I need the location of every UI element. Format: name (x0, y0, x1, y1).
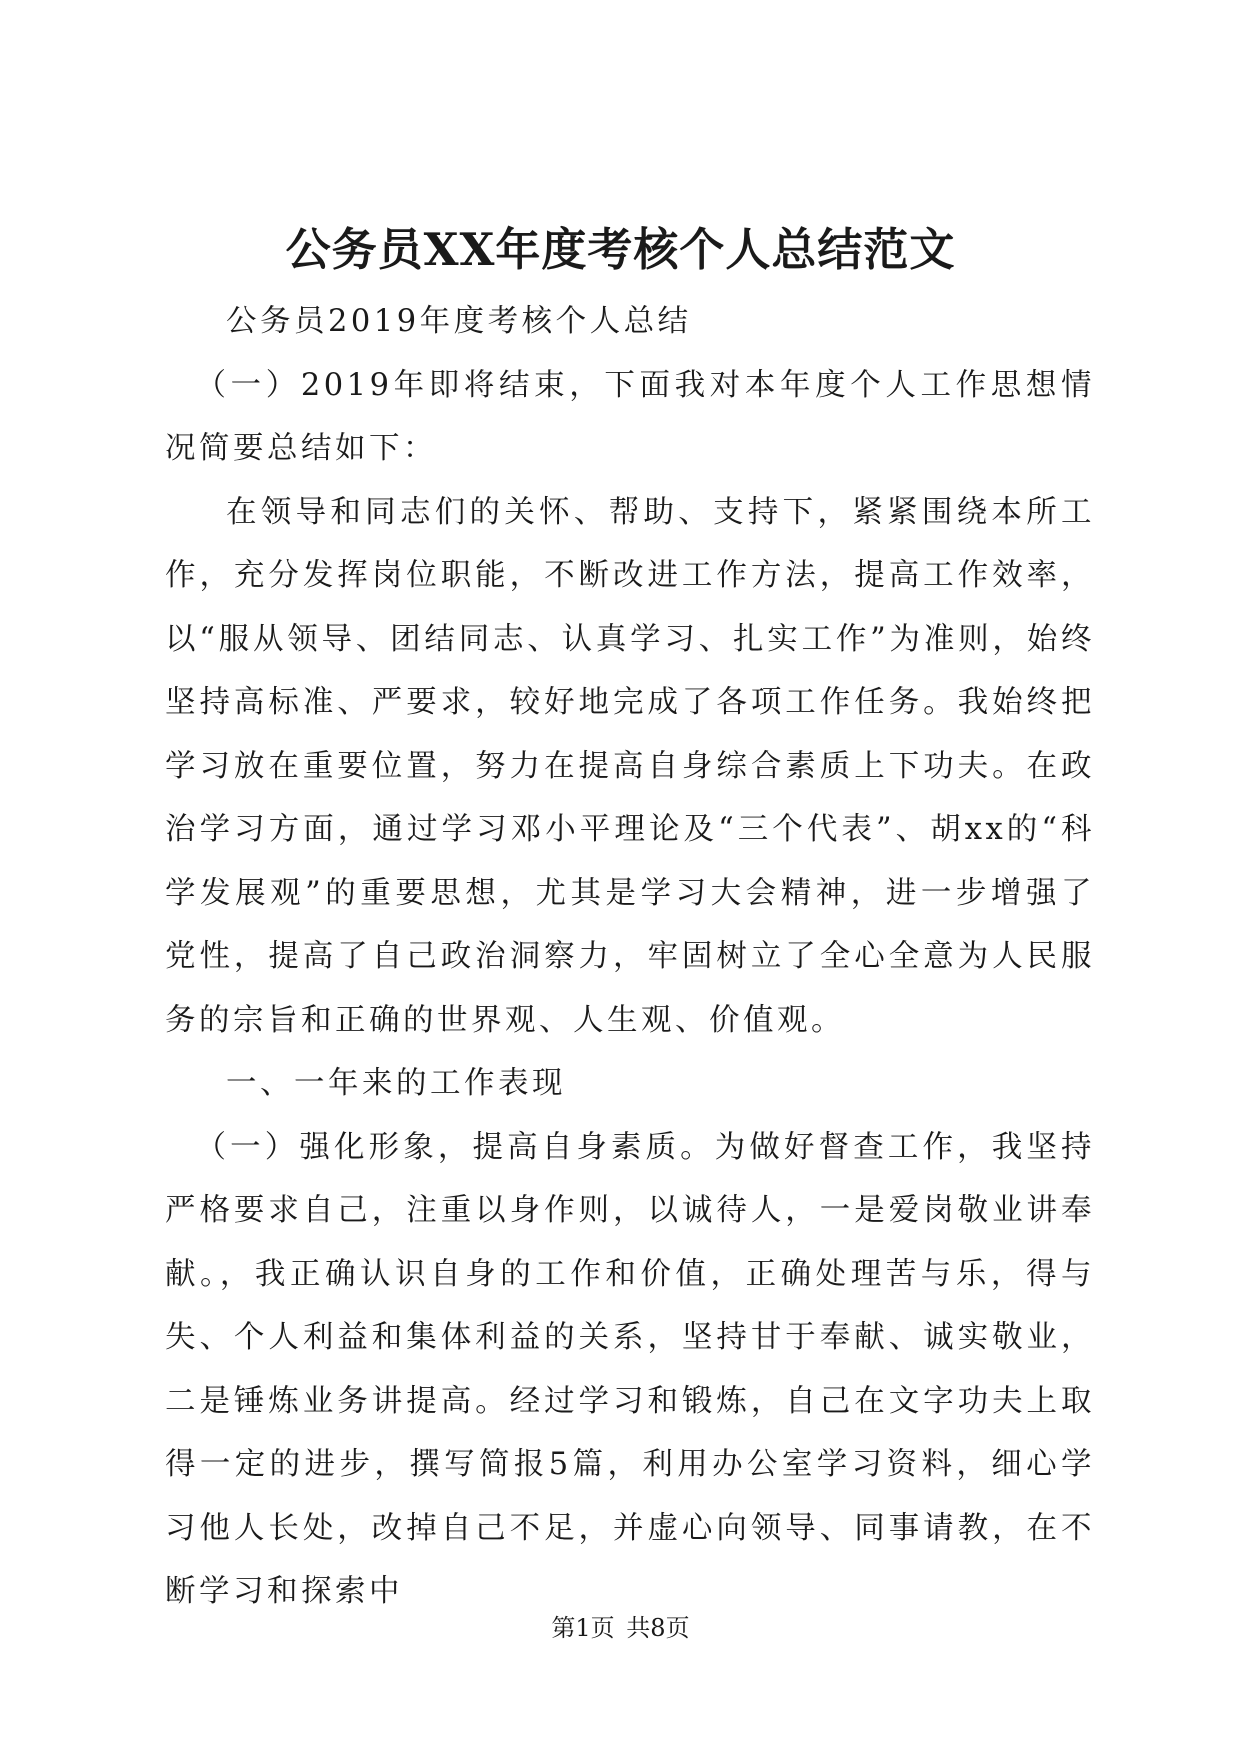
section-heading: 一、一年来的工作表现 (226, 1066, 566, 1101)
document-body (165, 290, 1095, 1624)
document-title: 公务员XX年度考核个人总结范文 (285, 223, 956, 276)
body-paragraph: （一）强化形象，提高自身素质。为做好督查工作，我坚持严格要求自己，注重以身作则，以诚待人，一是爱岗敬业讲奉献。，我正确认识自身的工作和价值，正确处理苦与乐，得与失、个人利益和集体利益的关系，坚持甘于奉献、诚实敬业，二是锤炼业务讲提高。经过学习和锻炼，自己在文字功夫上取得一定的进步，撰写简报5篇，利用办公室学习资料，细心学习他人长处，改掉自己不足，并虚心向领导、同事请教，在不断学习和探索中 (165, 1129, 1095, 1609)
page-footer: 第1页 共8页 (551, 1614, 690, 1642)
body-paragraph: 在领导和同志们的关怀、帮助、支持下，紧紧围绕本所工作，充分发挥岗位职能，不断改进工作方法，提高工作效率，以“服从领导、团结同志、认真学习、扎实工作”为准则，始终坚持高标准、严要求，较好地完成了各项工作任务。我始终把学习放在重要位置，努力在提高自身综合素质上下功夫。在政治学习方面，通过学习邓小平理论及“三个代表”、胡xx的“科学发展观”的重要思想，尤其是学习大会精神，进一步增强了党性，提高了自己政治洞察力，牢固树立了全心全意为人民服务的宗旨和正确的世界观、人生观、价值观。 (165, 494, 1095, 1038)
subtitle-paragraph: 公务员2019年度考核个人总结 (226, 304, 692, 339)
intro-paragraph: （一）2019年即将结束，下面我对本年度个人工作思想情况简要总结如下： (165, 367, 1095, 466)
